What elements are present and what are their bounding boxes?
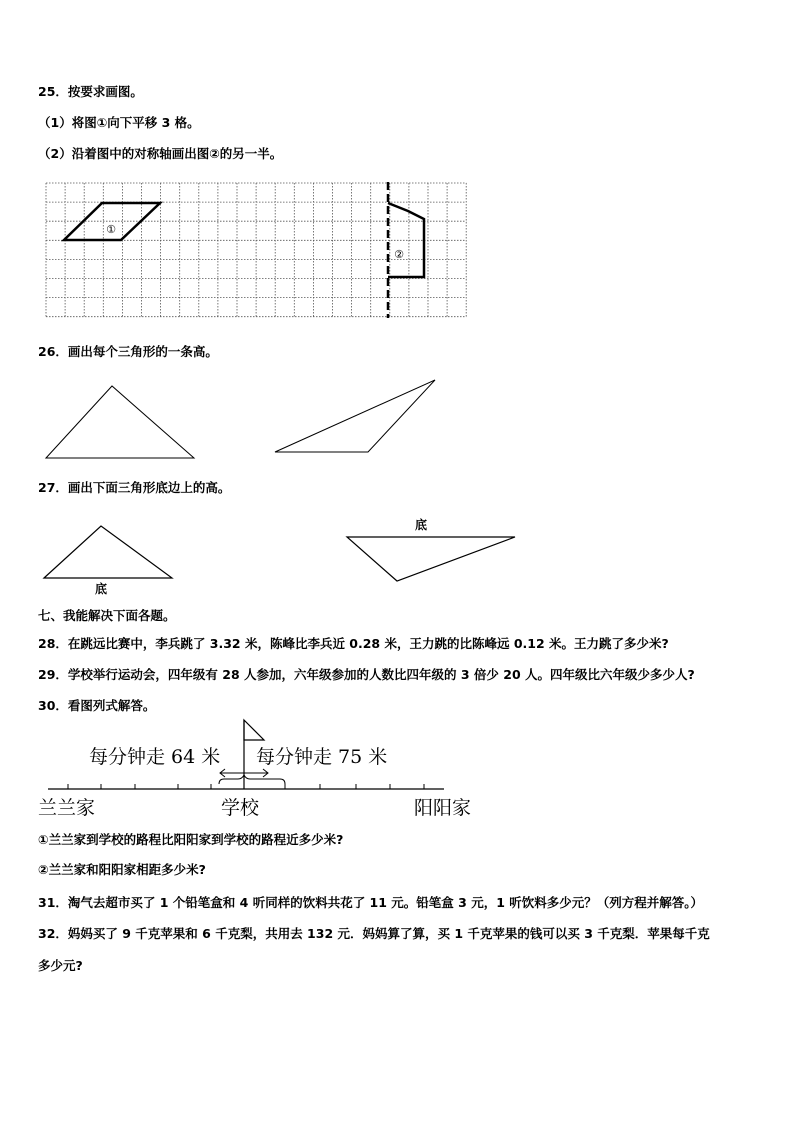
q30-right-speed: 每分钟走 75 米: [256, 746, 388, 768]
flag-icon: [244, 720, 264, 740]
figure-2-label: ②: [394, 248, 404, 261]
q26-triangle-2: [275, 380, 435, 452]
q30-left-speed: 每分钟走 64 米: [89, 746, 221, 768]
q25-part2: （2）沿着图中的对称轴画出图②的另一半。: [38, 146, 283, 161]
q28-text: 28．在跳远比赛中，李兵跳了 3.32 米，陈峰比李兵近 0.28 米，王力跳的比陈峰远 0.12 米。王力跳了多少米?: [38, 636, 669, 651]
q30-place-right: 阳阳家: [414, 797, 472, 819]
q30-ask2: ②兰兰家和阳阳家相距多少米?: [38, 862, 206, 877]
left-brace: [219, 775, 244, 784]
q32-line1: 32．妈妈买了 9 千克苹果和 6 千克梨，共用去 132 元．妈妈算了算，买 1 千克苹果的钱可以买 3 千克梨．苹果每千克: [38, 926, 710, 941]
q25-part1: （1）将图①向下平移 3 格。: [38, 115, 200, 130]
q26-triangle-1: [46, 386, 194, 458]
q25-title: 25．按要求画图。: [38, 84, 143, 99]
q30-ticks: [68, 784, 424, 789]
q30-title: 30．看图列式解答。: [38, 698, 156, 713]
q27-triangle-2: [347, 537, 515, 581]
q27-base-label-2: 底: [415, 518, 428, 532]
q27-triangle-1: [44, 526, 172, 578]
q26-title: 26．画出每个三角形的一条高。: [38, 344, 218, 359]
q31-text: 31．淘气去超市买了 1 个铅笔盒和 4 听同样的饮料共花了 11 元。铅笔盒 3 元，1 听饮料多少元？（列方程并解答。）: [38, 895, 703, 910]
q30-place-mid: 学校: [221, 797, 260, 819]
q30-place-left: 兰兰家: [38, 797, 96, 819]
q27-base-label-1: 底: [95, 582, 108, 596]
q32-line2: 多少元?: [38, 958, 83, 973]
q27-title: 27．画出下面三角形底边上的高。: [38, 480, 231, 495]
figure-1-label: ①: [106, 223, 116, 236]
section7-title: 七、我能解决下面各题。: [38, 608, 176, 623]
q29-text: 29．学校举行运动会，四年级有 28 人参加，六年级参加的人数比四年级的 3 倍少 20 人。四年级比六年级少多少人?: [38, 667, 695, 682]
q30-ask1: ①兰兰家到学校的路程比阳阳家到学校的路程近多少米?: [38, 832, 344, 847]
